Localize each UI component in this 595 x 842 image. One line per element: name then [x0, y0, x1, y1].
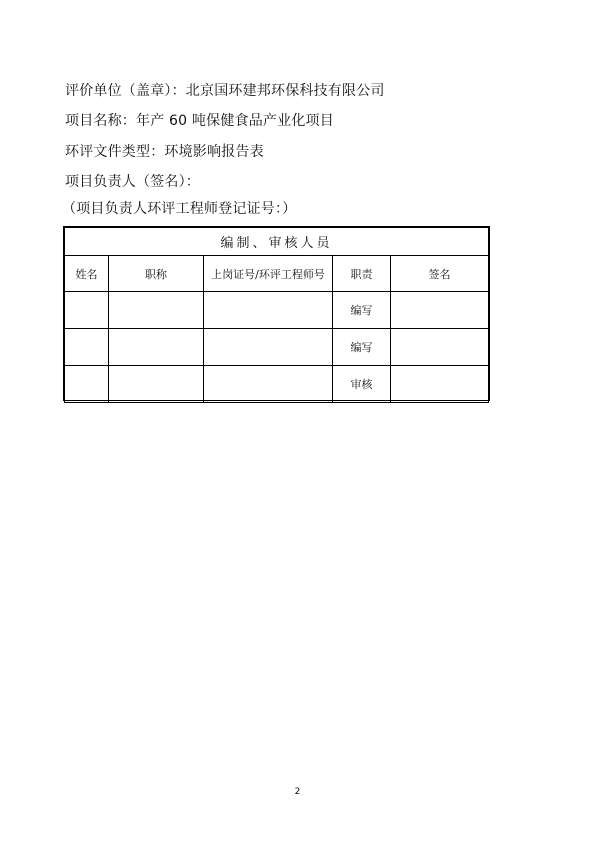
project-leader-line: 项目负责人（签名）：: [65, 174, 200, 190]
leader-certificate-line: （项目负责人环评工程师登记证号：）: [62, 201, 297, 217]
cell-sign: [391, 329, 489, 366]
header-title: 职称: [109, 256, 204, 292]
table-row: [65, 366, 489, 403]
staff-table: [63, 226, 490, 401]
cell-cert: [204, 329, 333, 366]
evaluation-unit-line: 评价单位（盖章）：北京国环建邦环保科技有限公司: [65, 83, 385, 99]
cell-name: [65, 366, 109, 403]
cell-role: 审核: [333, 366, 391, 403]
header-cert: 上岗证号/环评工程师号: [204, 256, 333, 292]
cell-name: [65, 292, 109, 329]
document-type-line: 环评文件类型：环境影响报告表: [65, 144, 264, 160]
project-name-line: 项目名称：年产 60 吨保健食品产业化项目: [65, 113, 334, 129]
cell-title: [109, 292, 204, 329]
cell-sign: [391, 366, 489, 403]
cell-name: [65, 329, 109, 366]
table-title: 编制、审核人员: [65, 228, 489, 256]
page-number: 2: [294, 787, 301, 797]
header-sign: 签名: [391, 256, 489, 292]
cell-cert: [204, 292, 333, 329]
cell-role: 编写: [333, 329, 391, 366]
header-role: 职责: [333, 256, 391, 292]
table-row: [65, 329, 489, 366]
table-row: [65, 292, 489, 329]
cell-sign: [391, 292, 489, 329]
header-name: 姓名: [65, 256, 109, 292]
cell-title: [109, 366, 204, 403]
cell-title: [109, 329, 204, 366]
cell-role: 编写: [333, 292, 391, 329]
cell-cert: [204, 366, 333, 403]
